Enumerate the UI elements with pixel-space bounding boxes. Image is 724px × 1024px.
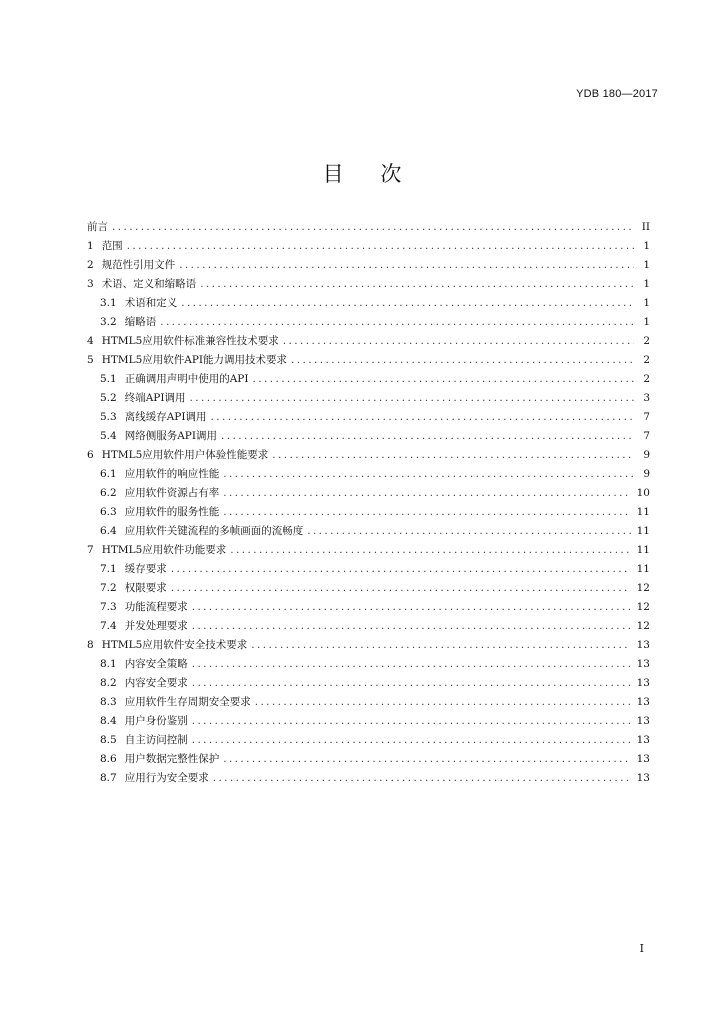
toc-entry[interactable]: [87, 238, 650, 257]
toc-entry-page: 13: [636, 772, 650, 784]
toc-entry-page: 7: [643, 430, 650, 442]
toc-entry-label: 缩略语: [124, 316, 157, 328]
toc-entry[interactable]: [87, 637, 650, 656]
toc-entry-label: 规范性引用文件: [101, 259, 176, 271]
toc-entry-number: 8.4: [100, 715, 117, 727]
toc-entry[interactable]: [87, 428, 650, 447]
toc-entry-label: HTML5应用软件标准兼容性技术要求: [101, 335, 279, 347]
toc-entry-number: 5.1: [100, 373, 117, 385]
toc-entry-label: 网络侧服务API调用: [124, 430, 217, 442]
toc-entry-label: 术语和定义: [124, 297, 178, 309]
toc-entry[interactable]: [87, 599, 650, 618]
toc-entry-page: 11: [636, 525, 650, 537]
toc-leader-dots: [192, 658, 631, 670]
toc-entry-label: 权限要求: [124, 582, 167, 594]
toc-entry-label: 应用软件的响应性能: [124, 468, 220, 480]
toc-entry-page: 13: [636, 753, 650, 765]
toc-entry-label: 术语、定义和缩略语: [101, 278, 197, 290]
toc-entry-page: 12: [636, 620, 650, 632]
toc-entry-number: 5: [87, 354, 94, 366]
toc-entry-number: 6.1: [100, 468, 117, 480]
toc-entry-number: 8.1: [100, 658, 117, 670]
toc-entry[interactable]: [87, 580, 650, 599]
toc-entry-label: 应用软件资源占有率: [124, 487, 220, 499]
toc-entry[interactable]: [87, 504, 650, 523]
toc-entry-page: 1: [643, 278, 650, 290]
toc-entry-page: 2: [643, 373, 650, 385]
toc-leader-dots: [181, 297, 634, 309]
toc-entry-number: 6.3: [100, 506, 117, 518]
toc-entry-page: 9: [643, 449, 650, 461]
toc-leader-dots: [192, 715, 631, 727]
toc-entry-page: 12: [636, 582, 650, 594]
toc-entry-page: 13: [636, 677, 650, 689]
toc-entry-label: 用户身份鉴别: [124, 715, 188, 727]
toc-entry-page: 9: [643, 468, 650, 480]
toc-entry-page: 10: [636, 487, 650, 499]
toc-entry-page: 11: [636, 506, 650, 518]
toc-leader-dots: [223, 487, 630, 499]
toc-leader-dots: [171, 563, 631, 575]
toc-entry-page: 1: [643, 297, 650, 309]
toc-entry-page: 7: [643, 411, 650, 423]
toc-entry-label: 正确调用声明中使用的API: [124, 373, 249, 385]
toc-entry-page: 13: [636, 639, 650, 651]
toc-entry[interactable]: [87, 694, 650, 713]
toc-leader-dots: [160, 316, 634, 328]
toc-entry-label: 应用软件关键流程的多帧画面的流畅度: [124, 525, 304, 537]
toc-entry-label: 并发处理要求: [124, 620, 188, 632]
toc-entry-number: 7.3: [100, 601, 117, 613]
toc-entry[interactable]: [87, 770, 650, 789]
toc-entry-page: 13: [636, 715, 650, 727]
toc-entry[interactable]: [87, 466, 650, 485]
toc-entry[interactable]: [87, 352, 650, 371]
toc-entry-label: 应用行为安全要求: [124, 772, 209, 784]
toc-entry-number: 8.5: [100, 734, 117, 746]
toc-entry[interactable]: [87, 390, 650, 409]
toc-entry-label: 自主访问控制: [124, 734, 188, 746]
toc-leader-dots: [211, 411, 635, 423]
toc-entry-label: HTML5应用软件安全技术要求: [101, 639, 248, 651]
toc-entry-number: 5.2: [100, 392, 117, 404]
toc-entry[interactable]: [87, 523, 650, 542]
toc-entry-number: 8.6: [100, 753, 117, 765]
toc-entry[interactable]: [87, 618, 650, 637]
toc-entry[interactable]: [87, 713, 650, 732]
toc-entry[interactable]: [87, 751, 650, 770]
toc-entry-label: 终端API调用: [124, 392, 186, 404]
toc-entry-page: 11: [636, 563, 650, 575]
toc-entry-number: 5.4: [100, 430, 117, 442]
toc-entry[interactable]: [87, 276, 650, 295]
toc-entry-number: 4: [87, 335, 94, 347]
toc-leader-dots: [307, 525, 630, 537]
toc-leader-dots: [291, 354, 634, 366]
toc-entry-label: 应用软件的服务性能: [124, 506, 220, 518]
toc-entry-number: 2: [87, 259, 94, 271]
toc-entry-page: 12: [636, 601, 650, 613]
toc-entry[interactable]: [87, 542, 650, 561]
toc-entry-number: 7.4: [100, 620, 117, 632]
toc-entry-number: 5.3: [100, 411, 117, 423]
toc-entry-label: 功能流程要求: [124, 601, 188, 613]
toc-leader-dots: [179, 259, 634, 271]
toc-entry-number: 7: [87, 544, 94, 556]
toc-leader-dots: [190, 392, 635, 404]
toc-entry[interactable]: [87, 314, 650, 333]
toc-entry-number: 6.4: [100, 525, 117, 537]
toc-entry-label: 用户数据完整性保护: [124, 753, 220, 765]
toc-leader-dots: [192, 677, 631, 689]
toc-entry-label: 离线缓存API调用: [124, 411, 207, 423]
toc-entry-page: 1: [643, 240, 650, 252]
toc-entry[interactable]: [87, 219, 650, 238]
toc-title: 目 次: [322, 162, 402, 186]
toc-entry[interactable]: [87, 295, 650, 314]
toc-entry[interactable]: [87, 409, 650, 428]
toc-leader-dots: [192, 620, 631, 632]
toc-entry[interactable]: [87, 333, 650, 352]
toc-entry-number: 7.1: [100, 563, 117, 575]
toc-entry-number: 1: [87, 240, 94, 252]
toc-leader-dots: [127, 240, 634, 252]
toc-entry-number: 8.7: [100, 772, 117, 784]
toc-leader-dots: [223, 468, 634, 480]
toc-entry-number: 3: [87, 278, 94, 290]
toc-entry-number: 8.2: [100, 677, 117, 689]
toc-leader-dots: [221, 430, 634, 442]
toc-entry-number: 3.1: [100, 297, 117, 309]
toc-leader-dots: [223, 506, 630, 518]
toc-entry-page: 2: [643, 335, 650, 347]
table-of-contents: [87, 219, 650, 789]
toc-entry-number: 6.2: [100, 487, 117, 499]
toc-entry-label: HTML5应用软件功能要求: [101, 544, 227, 556]
document-id: YDB 180—2017: [576, 88, 658, 100]
toc-entry-page: 11: [636, 544, 650, 556]
toc-entry-number: 8.3: [100, 696, 117, 708]
toc-leader-dots: [200, 278, 634, 290]
toc-entry-label: 范围: [101, 240, 123, 252]
toc-entry-page: 13: [636, 696, 650, 708]
toc-leader-dots: [112, 221, 634, 233]
toc-entry-page: 13: [636, 658, 650, 670]
toc-leader-dots: [253, 373, 635, 385]
toc-entry[interactable]: [87, 257, 650, 276]
toc-entry-label: 前言: [87, 221, 108, 233]
toc-entry-label: 内容安全要求: [124, 677, 188, 689]
toc-entry-page: 13: [636, 734, 650, 746]
toc-entry-page: 1: [643, 316, 650, 328]
toc-entry-number: 7.2: [100, 582, 117, 594]
toc-leader-dots: [230, 544, 630, 556]
toc-leader-dots: [192, 601, 631, 613]
toc-leader-dots: [272, 449, 634, 461]
toc-entry-label: HTML5应用软件用户体验性能要求: [101, 449, 269, 461]
toc-entry[interactable]: [87, 732, 650, 751]
toc-leader-dots: [255, 696, 631, 708]
toc-entry-number: 8: [87, 639, 94, 651]
toc-entry-label: 内容安全策略: [124, 658, 188, 670]
toc-entry-page: 3: [643, 392, 650, 404]
toc-entry-number: 3.2: [100, 316, 117, 328]
toc-entry[interactable]: [87, 675, 650, 694]
toc-entry-label: 缓存要求: [124, 563, 167, 575]
toc-entry-label: HTML5应用软件API能力调用技术要求: [101, 354, 288, 366]
toc-entry-number: 6: [87, 449, 94, 461]
toc-entry[interactable]: [87, 561, 650, 580]
toc-leader-dots: [223, 753, 630, 765]
page-number: I: [639, 942, 644, 955]
toc-entry[interactable]: [87, 656, 650, 675]
toc-leader-dots: [192, 734, 631, 746]
toc-leader-dots: [171, 582, 631, 594]
toc-entry-page: 1: [643, 259, 650, 271]
toc-leader-dots: [283, 335, 634, 347]
toc-entry-page: II: [641, 221, 650, 233]
toc-entry-page: 2: [643, 354, 650, 366]
toc-leader-dots: [213, 772, 631, 784]
toc-entry[interactable]: [87, 371, 650, 390]
toc-entry-label: 应用软件生存周期安全要求: [124, 696, 251, 708]
toc-entry[interactable]: [87, 447, 650, 466]
toc-leader-dots: [251, 639, 630, 651]
toc-entry[interactable]: [87, 485, 650, 504]
